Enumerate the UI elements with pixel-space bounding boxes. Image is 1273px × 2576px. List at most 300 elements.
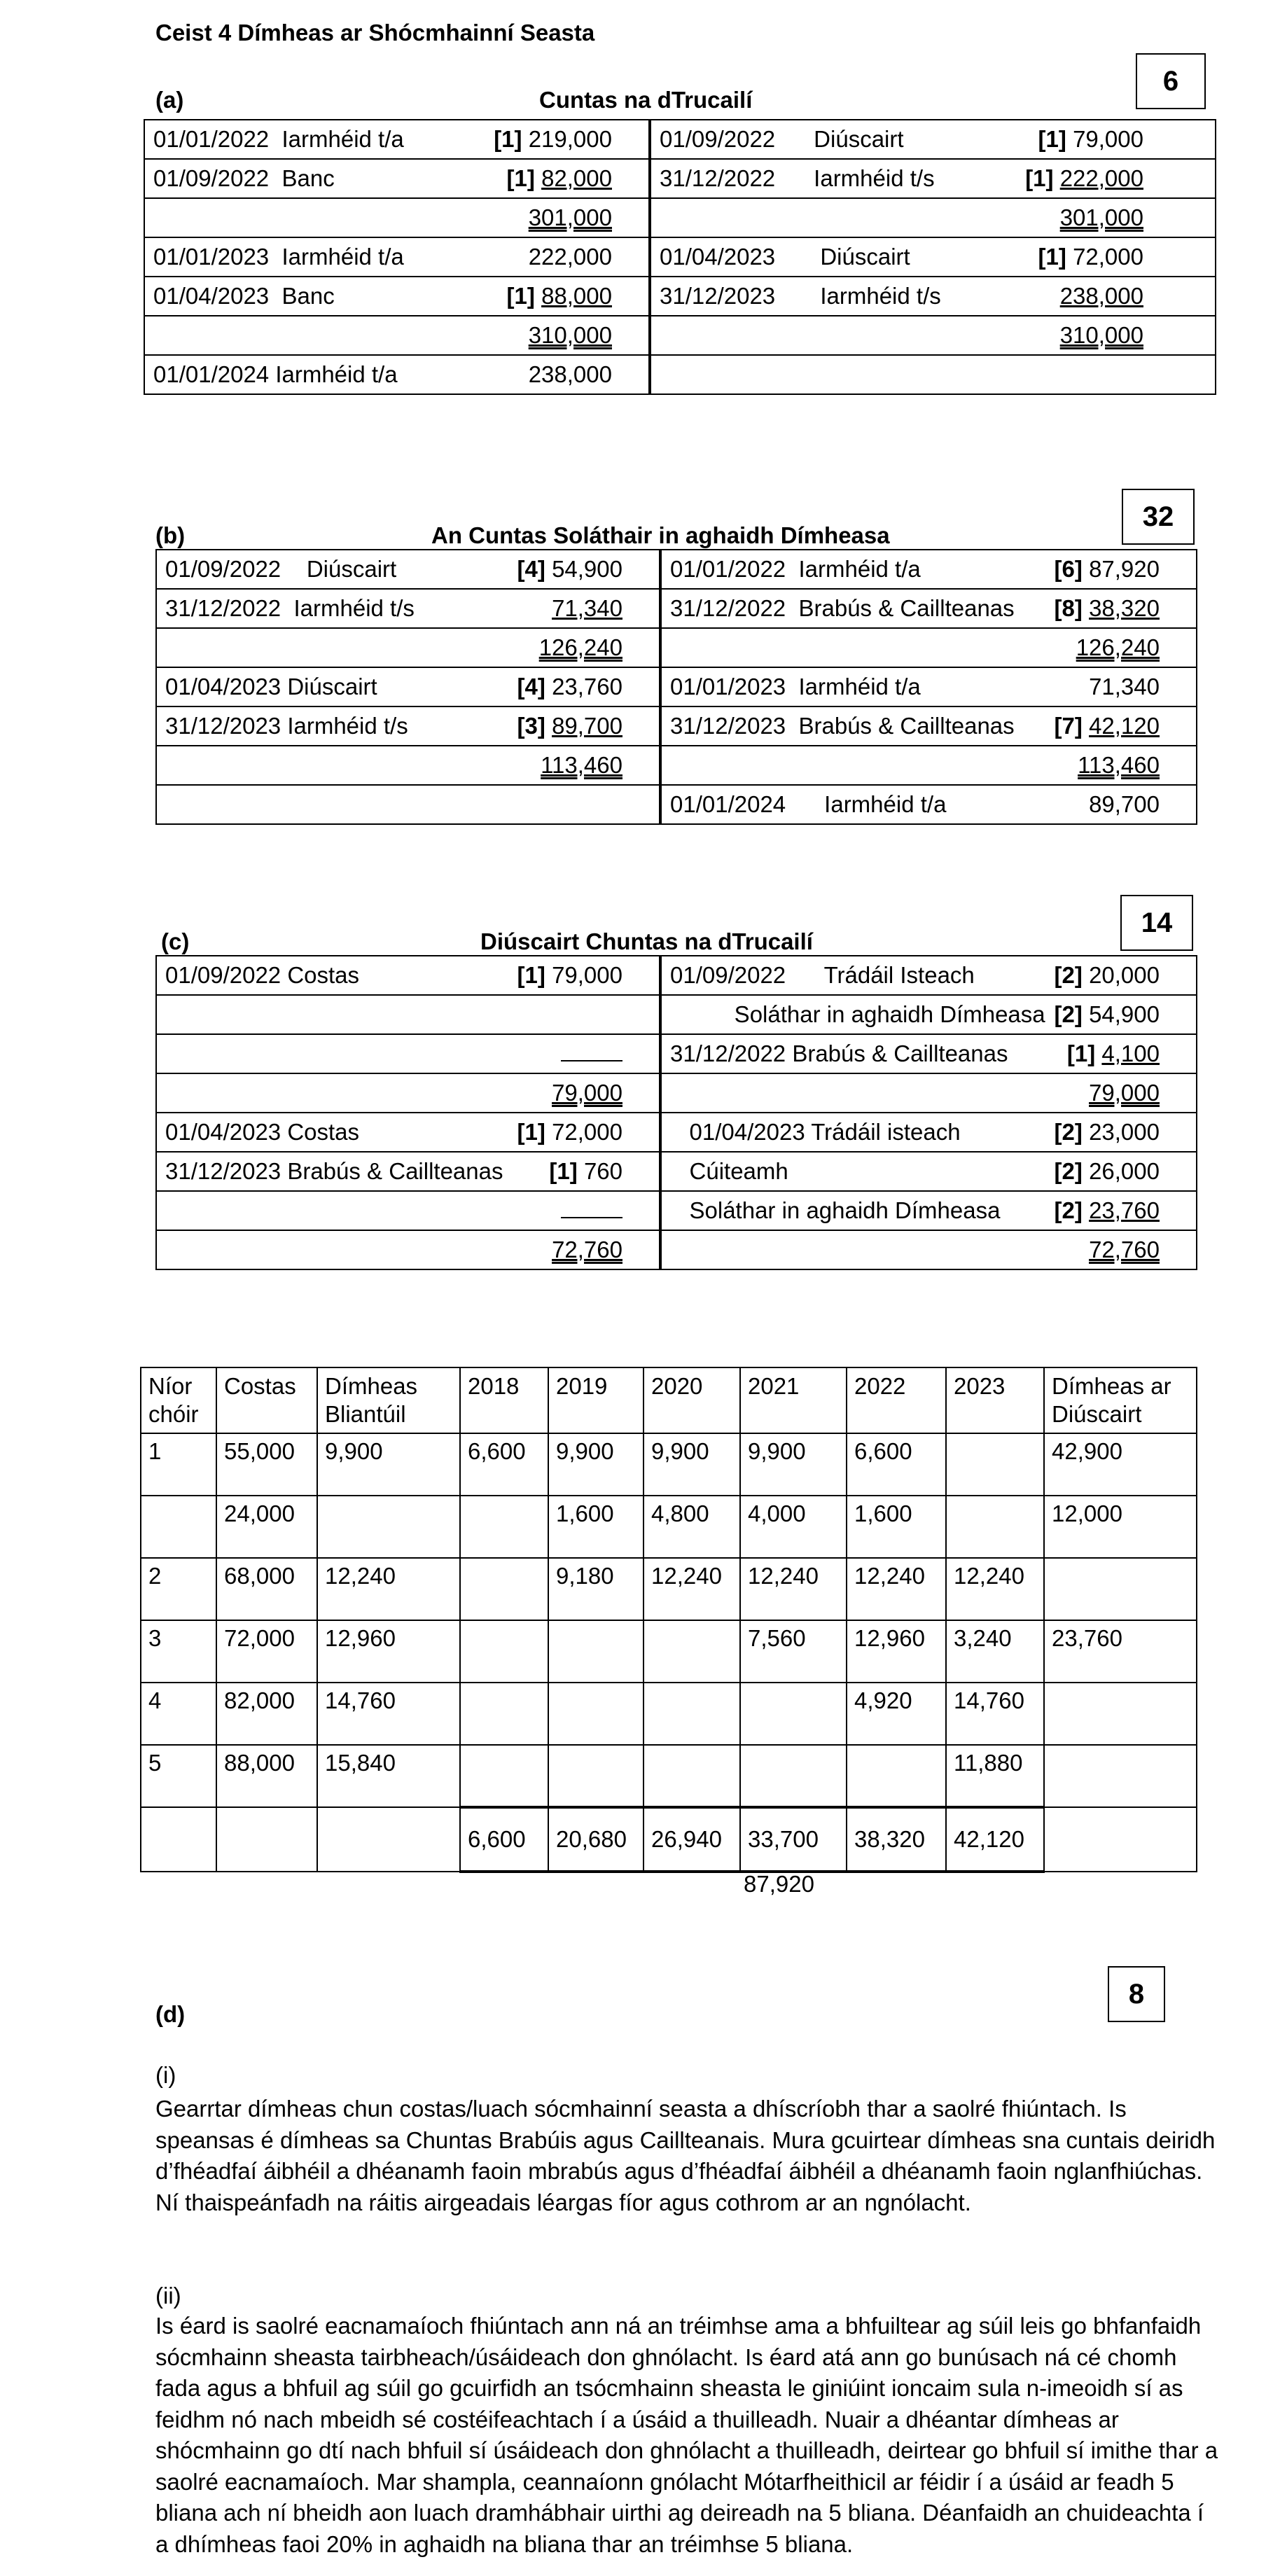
- schedule-row: [141, 1558, 1197, 1620]
- entry-amount: 89,700: [552, 713, 622, 739]
- schedule-row: [141, 1745, 1197, 1807]
- entry-description: 31/12/2023 Brabús & Caillteanas: [165, 1158, 503, 1184]
- entry-amount: 222,000: [528, 244, 612, 270]
- mark-allocation: [1]: [1038, 126, 1066, 152]
- schedule-cell: [644, 1620, 740, 1683]
- mark-allocation: [2]: [1054, 1001, 1083, 1027]
- entry-amount: 23,000: [1089, 1119, 1160, 1145]
- schedule-cell: [460, 1558, 548, 1620]
- entry-amount-group: [1025, 165, 1206, 192]
- entry-amount-group: [517, 713, 651, 739]
- entry-amount-group: [539, 634, 651, 661]
- ledger-right-cell: [650, 277, 1216, 316]
- entry-description: 31/12/2023 Iarmhéid t/s: [165, 713, 408, 739]
- ledger-row: [156, 746, 1197, 785]
- schedule-total-cell: 6,600: [460, 1807, 548, 1872]
- entry-amount: 72,760: [1089, 1237, 1160, 1262]
- ledger-left-cell: [144, 277, 650, 316]
- ledger-row: [156, 589, 1197, 628]
- schedule-cell: 42,900: [1044, 1433, 1197, 1496]
- schedule-cell: 1,600: [847, 1496, 946, 1558]
- entry-amount-group: [1055, 595, 1188, 622]
- schedule-cell: 9,900: [317, 1433, 460, 1496]
- schedule-cell: 2: [141, 1558, 216, 1620]
- entry-amount-group: [1089, 791, 1188, 818]
- ledger-right-cell: [660, 1073, 1197, 1113]
- schedule-cell: 3: [141, 1620, 216, 1683]
- schedule-cell: [460, 1496, 548, 1558]
- entry-amount: 38,320: [1089, 595, 1160, 621]
- schedule-total-cell: 42,120: [946, 1807, 1044, 1872]
- entry-amount: 71,340: [552, 595, 622, 621]
- schedule-cell: 24,000: [216, 1496, 317, 1558]
- part-d-mark-box: 8: [1108, 1966, 1165, 2022]
- ledger-left-cell: [156, 667, 660, 706]
- schedule-cell: [740, 1745, 847, 1807]
- entry-description: 01/04/2023 Trádáil isteach: [670, 1119, 961, 1145]
- mark-allocation: [1]: [506, 165, 535, 191]
- schedule-cell: 68,000: [216, 1558, 317, 1620]
- mark-allocation: [1]: [1066, 1040, 1096, 1066]
- entry-amount-group: [1038, 126, 1206, 153]
- ledger-left-cell: [144, 159, 650, 198]
- entry-amount: 82,000: [541, 165, 612, 191]
- entry-amount: 79,000: [552, 1080, 622, 1106]
- entry-description: 31/12/2023 Brabús & Caillteanas: [670, 713, 1015, 739]
- blank-total-line: [561, 1040, 622, 1061]
- mark-allocation: [6]: [1054, 556, 1083, 582]
- entry-description: Soláthar in aghaidh Dímheasa: [670, 1197, 1001, 1223]
- entry-description: 01/09/2022 Banc: [153, 165, 335, 191]
- ledger-left-cell: [156, 1230, 660, 1269]
- entry-amount: 72,760: [552, 1237, 622, 1262]
- schedule-cell: [847, 1745, 946, 1807]
- blank-total-line: [561, 1197, 622, 1218]
- mark-allocation: [4]: [517, 674, 545, 699]
- schedule-header-cell: 2021: [740, 1367, 847, 1433]
- entry-amount: 23,760: [552, 674, 622, 699]
- entry-amount: 310,000: [1059, 322, 1143, 348]
- entry-description: 31/12/2022 Iarmhéid t/s: [660, 165, 935, 191]
- schedule-total-cell: 38,320: [847, 1807, 946, 1872]
- mark-allocation: [1]: [517, 962, 545, 988]
- schedule-row: [141, 1433, 1197, 1496]
- schedule-header-cell: Níor chóir: [141, 1367, 216, 1433]
- mark-allocation: [2]: [1054, 1119, 1083, 1145]
- entry-amount: 4,100: [1101, 1040, 1160, 1066]
- schedule-cell: [141, 1496, 216, 1558]
- entry-amount-group: [529, 322, 640, 349]
- entry-amount-group: [517, 674, 651, 700]
- mark-allocation: [3]: [517, 713, 545, 739]
- entry-amount-group: [1060, 322, 1206, 349]
- entry-amount: 113,460: [541, 752, 622, 778]
- schedule-total-cell: [141, 1807, 216, 1872]
- ledger-row: [156, 706, 1197, 746]
- entry-amount: 301,000: [528, 204, 612, 230]
- entry-description: 31/12/2022 Iarmhéid t/s: [165, 595, 415, 621]
- entry-description: 31/12/2022 Brabús & Caillteanas: [670, 1040, 1008, 1066]
- entry-amount-group: [552, 1080, 651, 1106]
- schedule-cell: 9,900: [548, 1433, 644, 1496]
- ledger-left-cell: [156, 589, 660, 628]
- schedule-cell: [460, 1620, 548, 1683]
- ledger-row: [144, 316, 1216, 355]
- ledger-left-cell: [156, 1113, 660, 1152]
- schedule-cell: [460, 1745, 548, 1807]
- entry-amount-group: [1076, 634, 1188, 661]
- ledger-row: [156, 1034, 1197, 1073]
- part-b-ledger: [155, 549, 1197, 825]
- ledger-right-cell: [650, 120, 1216, 159]
- ledger-left-cell: [156, 746, 660, 785]
- entry-amount: 301,000: [1059, 204, 1143, 230]
- ledger-right-cell: [660, 746, 1197, 785]
- mark-allocation: [7]: [1054, 713, 1083, 739]
- mark-allocation: [2]: [1054, 1197, 1083, 1223]
- mark-allocation: [1]: [1038, 244, 1066, 270]
- entry-amount: 26,000: [1089, 1158, 1160, 1184]
- schedule-cell: 14,760: [317, 1683, 460, 1745]
- ledger-right-cell: [660, 706, 1197, 746]
- schedule-row: [141, 1683, 1197, 1745]
- ledger-right-cell: [660, 785, 1197, 824]
- entry-amount: 126,240: [538, 634, 622, 660]
- ledger-left-cell: [156, 1073, 660, 1113]
- schedule-cell: 12,960: [317, 1620, 460, 1683]
- ledger-left-cell: [156, 956, 660, 995]
- ledger-row: [156, 1073, 1197, 1113]
- entry-amount-group: [561, 1040, 651, 1067]
- entry-description: 31/12/2023 Iarmhéid t/s: [660, 283, 941, 309]
- schedule-cell: 1: [141, 1433, 216, 1496]
- ledger-row: [156, 995, 1197, 1034]
- schedule-cell: 7,560: [740, 1620, 847, 1683]
- entry-amount: 79,000: [552, 962, 622, 988]
- entry-amount: 87,920: [1089, 556, 1160, 582]
- schedule-total-cell: 33,700: [740, 1807, 847, 1872]
- entry-amount: 219,000: [528, 126, 612, 152]
- entry-description: 01/04/2023 Diúscairt: [165, 674, 377, 699]
- ledger-left-cell: [156, 1152, 660, 1191]
- entry-description: 01/09/2022 Costas: [165, 962, 360, 988]
- part-b-mark-box: 32: [1122, 489, 1195, 545]
- ledger-left-cell: [156, 785, 660, 824]
- ledger-left-cell: [144, 355, 650, 394]
- entry-amount-group: [1055, 1119, 1188, 1146]
- schedule-cell: 1,600: [548, 1496, 644, 1558]
- ledger-right-cell: [660, 956, 1197, 995]
- ledger-row: [144, 237, 1216, 277]
- schedule-cell: [548, 1620, 644, 1683]
- schedule-cell: [317, 1496, 460, 1558]
- mark-allocation: [8]: [1054, 595, 1083, 621]
- entry-amount: 222,000: [1059, 165, 1143, 191]
- ledger-right-cell: [650, 355, 1216, 394]
- schedule-cell: 12,000: [1044, 1496, 1197, 1558]
- ledger-left-cell: [144, 237, 650, 277]
- entry-description: 01/01/2022 Iarmhéid t/a: [670, 556, 921, 582]
- ledger-row: [144, 198, 1216, 237]
- entry-amount-group: [494, 126, 640, 153]
- part-c-label: (c): [161, 928, 190, 954]
- schedule-cell: 6,600: [460, 1433, 548, 1496]
- ledger-left-cell: [144, 120, 650, 159]
- part-a-title: Cuntas na dTrucailí: [539, 87, 753, 113]
- entry-amount-group: [1089, 1237, 1188, 1263]
- schedule-header-cell: Dímheas ar Diúscairt: [1044, 1367, 1197, 1433]
- schedule-totals-row: [141, 1807, 1197, 1872]
- schedule-header-cell: 2020: [644, 1367, 740, 1433]
- entry-amount: 79,000: [1073, 126, 1143, 152]
- ledger-left-cell: [156, 628, 660, 667]
- entry-description: 01/01/2023 Iarmhéid t/a: [670, 674, 921, 699]
- ledger-right-cell: [650, 159, 1216, 198]
- question-title: Ceist 4 Dímheas ar Shócmhainní Seasta: [155, 20, 595, 46]
- schedule-cell: [1044, 1745, 1197, 1807]
- ledger-right-cell: [660, 1230, 1197, 1269]
- schedule-cell: 72,000: [216, 1620, 317, 1683]
- schedule-cell: 12,240: [644, 1558, 740, 1620]
- schedule-header-cell: 2022: [847, 1367, 946, 1433]
- entry-amount: 71,340: [1089, 674, 1160, 699]
- schedule-grand-total: 87,920: [744, 1871, 814, 1897]
- ledger-right-cell: [650, 198, 1216, 237]
- schedule-cell: [1044, 1558, 1197, 1620]
- schedule-cell: 4,920: [847, 1683, 946, 1745]
- ledger-right-cell: [650, 316, 1216, 355]
- schedule-total-cell: [216, 1807, 317, 1872]
- entry-description: 01/01/2022 Iarmhéid t/a: [153, 126, 404, 152]
- schedule-cell: 4,000: [740, 1496, 847, 1558]
- entry-amount-group: [1060, 283, 1206, 309]
- entry-amount: 760: [583, 1158, 622, 1184]
- entry-amount: 72,000: [552, 1119, 622, 1145]
- entry-amount-group: [1055, 1001, 1188, 1028]
- schedule-cell: 12,240: [740, 1558, 847, 1620]
- schedule-cell: 4,800: [644, 1496, 740, 1558]
- schedule-cell: 15,840: [317, 1745, 460, 1807]
- schedule-header-cell: Dímheas Bliantúil: [317, 1367, 460, 1433]
- schedule-cell: 12,240: [317, 1558, 460, 1620]
- ledger-right-cell: [650, 237, 1216, 277]
- ledger-right-cell: [660, 1152, 1197, 1191]
- entry-amount-group: [552, 595, 651, 622]
- entry-amount-group: [1089, 1080, 1188, 1106]
- schedule-total-cell: 20,680: [548, 1807, 644, 1872]
- schedule-cell: 3,240: [946, 1620, 1044, 1683]
- entry-amount-group: [1055, 713, 1188, 739]
- ledger-row: [156, 1191, 1197, 1230]
- entry-amount-group: [517, 1119, 651, 1146]
- schedule-cell: 11,880: [946, 1745, 1044, 1807]
- schedule-cell: 5: [141, 1745, 216, 1807]
- entry-amount-group: [1038, 244, 1206, 270]
- entry-amount: 88,000: [541, 283, 612, 309]
- ledger-row: [156, 1152, 1197, 1191]
- part-b-label: (b): [155, 522, 186, 548]
- entry-amount-group: [529, 204, 640, 231]
- entry-amount-group: [529, 361, 640, 388]
- part-c-mark-box: 14: [1120, 895, 1193, 951]
- entry-amount-group: [552, 1237, 651, 1263]
- ledger-right-cell: [660, 1191, 1197, 1230]
- entry-amount-group: [1060, 204, 1206, 231]
- entry-amount-group: [507, 165, 640, 192]
- ledger-row: [156, 550, 1197, 589]
- entry-amount: 20,000: [1089, 962, 1160, 988]
- entry-description: 01/04/2023 Diúscairt: [660, 244, 910, 270]
- mark-allocation: [4]: [517, 556, 545, 582]
- schedule-row: [141, 1496, 1197, 1558]
- schedule-cell: 12,240: [946, 1558, 1044, 1620]
- entry-amount: 89,700: [1089, 791, 1160, 817]
- schedule-cell: [644, 1683, 740, 1745]
- part-d-ii-label: (ii): [155, 2283, 181, 2309]
- schedule-cell: [740, 1683, 847, 1745]
- entry-amount: 126,240: [1076, 634, 1160, 660]
- part-d-i-label: (i): [155, 2062, 176, 2088]
- entry-description: 01/09/2022 Diúscairt: [660, 126, 904, 152]
- schedule-cell: [946, 1496, 1044, 1558]
- schedule-cell: 9,180: [548, 1558, 644, 1620]
- entry-amount: 79,000: [1089, 1080, 1160, 1106]
- ledger-row: [156, 628, 1197, 667]
- schedule-total-cell: [1044, 1807, 1197, 1872]
- schedule-cell: 23,760: [1044, 1620, 1197, 1683]
- entry-amount-group: [517, 556, 651, 583]
- ledger-right-cell: [660, 995, 1197, 1034]
- part-a-ledger: [144, 119, 1216, 395]
- entry-amount: 113,460: [1078, 752, 1160, 778]
- mark-allocation: [1]: [506, 283, 535, 309]
- ledger-left-cell: [156, 706, 660, 746]
- entry-amount: 54,900: [552, 556, 622, 582]
- depreciation-schedule: [140, 1367, 1197, 1873]
- schedule-cell: [548, 1683, 644, 1745]
- ledger-left-cell: [156, 1191, 660, 1230]
- entry-amount-group: [549, 1158, 651, 1185]
- schedule-cell: [1044, 1683, 1197, 1745]
- entry-amount-group: [1055, 962, 1188, 989]
- ledger-row: [144, 159, 1216, 198]
- schedule-header-cell: 2023: [946, 1367, 1044, 1433]
- schedule-header-cell: 2019: [548, 1367, 644, 1433]
- ledger-right-cell: [660, 667, 1197, 706]
- ledger-row: [144, 120, 1216, 159]
- mark-allocation: [2]: [1054, 1158, 1083, 1184]
- entry-description: 01/01/2024 Iarmhéid t/a: [670, 791, 947, 817]
- ledger-row: [156, 785, 1197, 824]
- part-a-label: (a): [155, 87, 184, 113]
- ledger-right-cell: [660, 628, 1197, 667]
- schedule-cell: [946, 1433, 1044, 1496]
- entry-amount-group: [1067, 1040, 1188, 1067]
- ledger-right-cell: [660, 1113, 1197, 1152]
- entry-description: 01/04/2023 Banc: [153, 283, 335, 309]
- ledger-row: [156, 1230, 1197, 1269]
- schedule-cell: 9,900: [644, 1433, 740, 1496]
- entry-amount-group: [529, 244, 640, 270]
- part-c-title: Diúscairt Chuntas na dTrucailí: [480, 928, 813, 954]
- schedule-cell: [548, 1745, 644, 1807]
- ledger-right-cell: [660, 589, 1197, 628]
- entry-amount-group: [1055, 1158, 1188, 1185]
- schedule-cell: 88,000: [216, 1745, 317, 1807]
- schedule-header-row: [141, 1367, 1197, 1433]
- entry-amount-group: [1055, 1197, 1188, 1224]
- ledger-right-cell: [660, 1034, 1197, 1073]
- ledger-row: [144, 277, 1216, 316]
- entry-amount: 310,000: [528, 322, 612, 348]
- schedule-cell: 55,000: [216, 1433, 317, 1496]
- ledger-left-cell: [156, 995, 660, 1034]
- ledger-row: [156, 1113, 1197, 1152]
- entry-amount-group: [1089, 674, 1188, 700]
- mark-allocation: [1]: [1025, 165, 1054, 191]
- entry-amount: 238,000: [1059, 283, 1143, 309]
- schedule-cell: 4: [141, 1683, 216, 1745]
- entry-amount: 72,000: [1073, 244, 1143, 270]
- schedule-cell: [460, 1683, 548, 1745]
- ledger-row: [144, 355, 1216, 394]
- part-d-label: (d): [155, 2001, 186, 2027]
- mark-allocation: [1]: [549, 1158, 578, 1184]
- entry-description: 01/01/2023 Iarmhéid t/a: [153, 244, 404, 270]
- mark-allocation: [2]: [1054, 962, 1083, 988]
- ledger-left-cell: [156, 550, 660, 589]
- ledger-row: [156, 667, 1197, 706]
- schedule-total-cell: [317, 1807, 460, 1872]
- entry-description: 01/09/2022 Diúscairt: [165, 556, 397, 582]
- schedule-cell: 6,600: [847, 1433, 946, 1496]
- ledger-left-cell: [156, 1034, 660, 1073]
- entry-amount: 23,760: [1089, 1197, 1160, 1223]
- schedule-cell: 9,900: [740, 1433, 847, 1496]
- schedule-cell: 82,000: [216, 1683, 317, 1745]
- entry-amount-group: [561, 1197, 651, 1224]
- entry-amount-group: [1078, 752, 1188, 779]
- mark-allocation: [1]: [494, 126, 522, 152]
- entry-amount: 238,000: [528, 361, 612, 387]
- entry-description: 31/12/2022 Brabús & Caillteanas: [670, 595, 1015, 621]
- entry-description: 01/09/2022 Trádáil Isteach: [670, 962, 975, 988]
- ledger-left-cell: [144, 316, 650, 355]
- schedule-cell: [644, 1745, 740, 1807]
- ledger-row: [156, 956, 1197, 995]
- schedule-header-cell: Costas: [216, 1367, 317, 1433]
- schedule-row: [141, 1620, 1197, 1683]
- ledger-left-cell: [144, 198, 650, 237]
- entry-description: Soláthar in aghaidh Dímheasa: [670, 1001, 1045, 1027]
- mark-allocation: [1]: [517, 1119, 545, 1145]
- part-d-ii-text: Is éard is saolré eacnamaíoch fhiúntach ann ná an tréimhse ama a bhfuiltear ag súil leis go bhfanfaidh sócmhainn sheasta tairbheach/úsáideach don ghnólacht. Is éard atá ann go bunúsach ná cé chomh fada agus a bhfuil ag súil go gcuirfidh an tsócmhainn sheasta le giniúint ioncaim sula n-imeoidh sí as feidhm nó nach mbeidh sé costéifeachtach í a úsáid a thuilleadh. Nuair a dhéantar dímheas ar shócmhainn go dtí nach bhfuil sí úsáideach don ghnólacht a thuilleadh, deirtear go bhfuil sí imithe thar a saolré eacnamaíoch. Mar shampla, ceannaíonn gnólacht Mótarfheithicil ar féidir í a úsáid ar feadh 5 bliana ach ní bheidh aon luach dramhábhair uirthi ag deireadh na 5 bliana. Déanfaidh an chuideachta í a dhímheas faoi 20% in aghaidh na bliana thar an tréimhse 5 bliana.: [155, 2313, 1218, 2557]
- entry-amount-group: [541, 752, 651, 779]
- entry-amount: 54,900: [1089, 1001, 1160, 1027]
- part-d-i-text: Gearrtar dímheas chun costas/luach sócmhainní seasta a dhíscríobh thar a saolré fhiúntach. Is speansas é dímheas sa Chuntas Brabúis agus Caillteanais. Mura gcuirtear dímheas sna cuntais deiridh d’fhéadfaí áibhéil a dhéanamh faoin mbrabús agus d’fhéadfaí áibhéil a dhéanamh faoin nglanfhiúchas. Ní thaispeánfadh na ráitis airgeadais léargas fíor agus cothrom ar an ngnólacht.: [155, 2096, 1216, 2215]
- entry-amount-group: [507, 283, 640, 309]
- part-c-ledger: [155, 955, 1197, 1270]
- entry-amount: 42,120: [1089, 713, 1160, 739]
- schedule-header-cell: 2018: [460, 1367, 548, 1433]
- entry-description: 01/04/2023 Costas: [165, 1119, 360, 1145]
- entry-description: 01/01/2024 Iarmhéid t/a: [153, 361, 398, 387]
- entry-amount-group: [517, 962, 651, 989]
- entry-description: Cúiteamh: [670, 1158, 788, 1184]
- ledger-right-cell: [660, 550, 1197, 589]
- entry-amount-group: [1055, 556, 1188, 583]
- schedule-total-cell: 26,940: [644, 1807, 740, 1872]
